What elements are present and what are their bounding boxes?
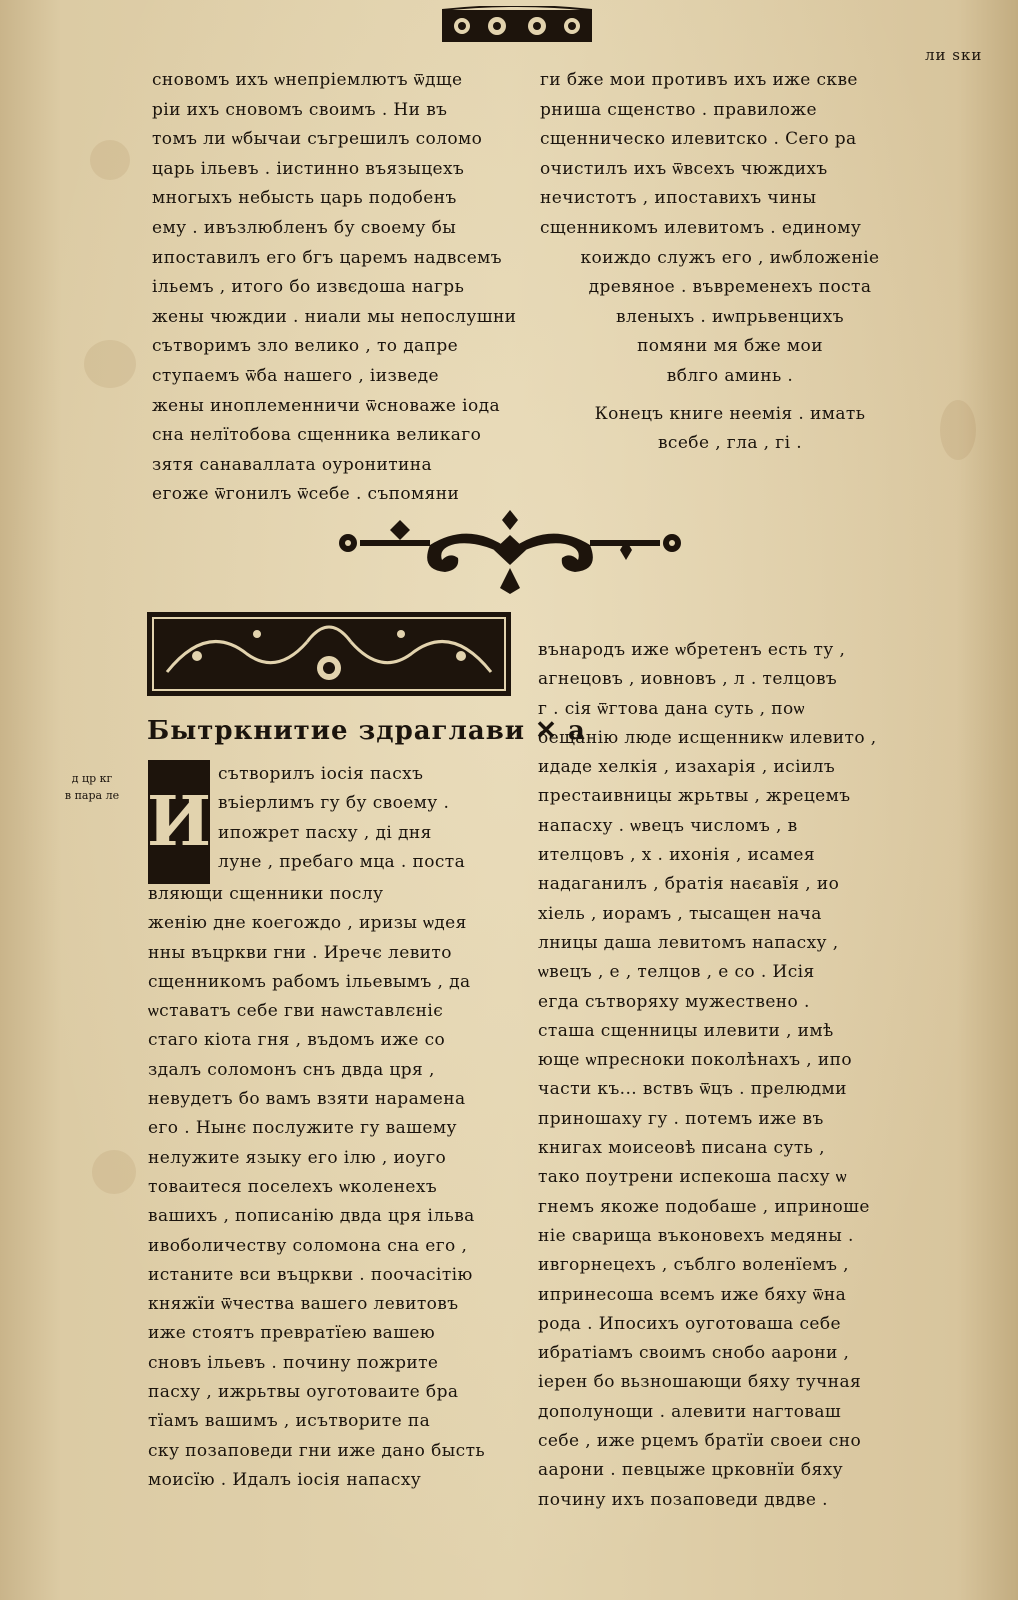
text-line: г . сія ѿгтова дана суть , поѡ bbox=[538, 698, 805, 719]
text-line: сна нелїтобова сщенника великаго bbox=[152, 425, 482, 446]
text-line: юще ѡпресноки поколѣнахъ , ипо bbox=[538, 1050, 853, 1071]
paper-stain bbox=[84, 340, 136, 388]
text-line: ему . ивъзлюбленъ бу своему бы bbox=[152, 217, 457, 238]
text-line: истаните вси въцркви . поочасітію bbox=[148, 1264, 473, 1285]
text-line: идаде хелкія , изахарія , исіилъ bbox=[538, 757, 836, 778]
text-line: женію дне коегождо , иризы ѡдея bbox=[148, 913, 467, 934]
text-line: іерен бо вьзношающи бяху тучная bbox=[538, 1372, 862, 1393]
text-line: помяни мя бже мои bbox=[637, 336, 823, 357]
text-line: надаганилъ , братія наєавїя , ио bbox=[538, 874, 840, 895]
text-line: жены чюждии . ниали мы непослушни bbox=[152, 306, 517, 327]
text-line: сътворилъ іосія пасхъ bbox=[218, 764, 424, 784]
text-line: части къ... вствъ ѿцъ . прелюдми bbox=[538, 1079, 847, 1100]
upper-right-column bbox=[540, 66, 920, 392]
text-line: здалъ соломонъ снъ двда цря , bbox=[148, 1059, 435, 1080]
text-line: сщенникомъ илевитомъ . единому bbox=[540, 217, 862, 238]
paper-stain bbox=[92, 1150, 136, 1194]
text-line: сташа сщенницы илевити , имѣ bbox=[538, 1020, 834, 1041]
upper-left-column bbox=[152, 66, 522, 510]
text-line: хіель , иорамъ , тысащен нача bbox=[538, 903, 822, 924]
text-line: въіерлимъ гу бу своему . bbox=[218, 793, 450, 814]
text-line: почину ихъ позаповеди двдве . bbox=[538, 1489, 828, 1510]
lower-left-column-beside-initial bbox=[218, 760, 518, 877]
text-line: ступаемъ ѿба нашего , іизведе bbox=[152, 365, 439, 386]
text-line: тако поутрени испекоша пасху ѡ bbox=[538, 1167, 847, 1188]
folio-number: ли ѕки bbox=[925, 46, 983, 64]
text-line: всебе , гла , гі . bbox=[657, 433, 803, 453]
paper-stain bbox=[940, 400, 976, 460]
text-line: княжїи ѿчества вашего левитовъ bbox=[148, 1294, 459, 1315]
text-line: зятя санаваллата оуронитина bbox=[152, 454, 433, 475]
text-line: д цр кг bbox=[71, 772, 113, 785]
text-line: дополунощи . алевити нагтоваш bbox=[538, 1401, 842, 1422]
text-line: ѡвецъ , е , телцов , е со . Исія bbox=[538, 962, 815, 983]
text-line: ипоставилъ его бгъ царемъ надвсемъ bbox=[152, 247, 503, 268]
text-line: бещанію люде исщенниκѡ илевито , bbox=[538, 727, 877, 748]
text-line: сновомъ ихъ ѡнепріемлютъ ѿдще bbox=[152, 70, 463, 90]
lower-right-column bbox=[538, 636, 920, 1515]
text-line: вашихъ , пописанію двда цря ільва bbox=[148, 1206, 475, 1227]
text-line: Конецъ книге неемія . имать bbox=[594, 404, 866, 424]
text-line: пасху , ижрьтвы оуготоваите бра bbox=[148, 1382, 459, 1403]
text-line: томъ ли ѡбычаи съгрешилъ соломо bbox=[152, 129, 483, 150]
text-line: ивгорнецехъ , съблго воленїемъ , bbox=[538, 1255, 849, 1276]
text-line: ріи ихъ сновомъ своимъ . Ни въ bbox=[152, 99, 448, 120]
text-line: луне , пребаго мца . поста bbox=[218, 851, 466, 872]
headpiece-ornament bbox=[442, 6, 592, 46]
text-line: иже стоятъ превратїею вашею bbox=[148, 1323, 436, 1344]
text-line: ипринесоша всемъ иже бяху ѿна bbox=[538, 1284, 847, 1305]
text-line: моисїю . Идалъ іосія напасху bbox=[148, 1469, 422, 1490]
text-line: ніе сварища въконовехъ медяны . bbox=[538, 1225, 854, 1246]
decorated-initial bbox=[148, 760, 210, 884]
text-line: сътворимъ зло велико , то дапре bbox=[152, 336, 459, 357]
text-line: его . Нынє послужите гу вашему bbox=[148, 1118, 457, 1139]
text-line: жены иноплеменничи ѿсноваже іода bbox=[152, 395, 501, 416]
text-line: сновъ ільевъ . почину пожрите bbox=[148, 1352, 439, 1373]
text-line: гнемъ якоже подобаше , иприноше bbox=[538, 1196, 870, 1217]
text-line: приношаху гу . потемъ иже въ bbox=[538, 1108, 824, 1129]
text-line: вънародъ иже ѡбретенъ есть ту , bbox=[538, 640, 846, 660]
text-line: ѡставатъ себе гви наѡставлєніє bbox=[148, 1001, 444, 1022]
text-line: лницы даша левитомъ напасху , bbox=[538, 932, 839, 953]
text-line: в пара ле bbox=[64, 789, 120, 802]
flourish-divider-ornament bbox=[330, 490, 690, 600]
text-line: напасху . ѡвецъ числомъ , в bbox=[538, 815, 798, 836]
text-line: вблго аминь . bbox=[666, 365, 794, 386]
paper-stain bbox=[90, 140, 130, 180]
text-line: нечистотъ , ипоставихъ чины bbox=[540, 188, 817, 209]
text-line: ску позаповеди гни иже дано бысть bbox=[148, 1440, 486, 1461]
text-line: егда сътворяху мужествено . bbox=[538, 991, 810, 1012]
text-line: ителцовъ , х . ихонія , исамея bbox=[538, 845, 816, 866]
text-line: агнецовъ , иовновъ , л . телцовъ bbox=[538, 669, 838, 690]
chapter-title: Бытркнитие здраглави ✕ а bbox=[147, 716, 586, 746]
text-line: книгах моисеовѣ писана суть , bbox=[538, 1138, 825, 1159]
text-line: царь ільевъ . іистинно въязыцехъ bbox=[152, 158, 465, 179]
text-line: стаго кіота гня , въдомъ иже со bbox=[148, 1030, 446, 1051]
text-line: ивоболичеству соломона сна его , bbox=[148, 1235, 468, 1256]
text-line: древяное . въвременехъ поста bbox=[588, 277, 872, 298]
text-line: сщенникомъ рабомъ ільевымъ , да bbox=[148, 971, 471, 992]
text-line: ибратіамъ своимъ снобо аарони , bbox=[538, 1343, 850, 1364]
text-line: ипожрет пасху , ді дня bbox=[218, 822, 432, 843]
colophon bbox=[540, 400, 920, 458]
text-line: многыхъ небысть царь подобенъ bbox=[152, 188, 457, 209]
text-line: вленыхъ . иѡпрьвенцихъ bbox=[616, 306, 844, 327]
text-line: нны въцркви гни . Иречє левито bbox=[148, 942, 452, 963]
chapter-headpiece-ornament bbox=[147, 612, 511, 696]
text-line: очистилъ ихъ ѿвсехъ чюждихъ bbox=[540, 158, 828, 179]
text-line: сщенническо илевитско . Сего ра bbox=[540, 129, 857, 150]
text-line: товаитеся поселехъ ѡколенехъ bbox=[148, 1176, 438, 1197]
text-line: невудетъ бо вамъ взяти нарамена bbox=[148, 1089, 466, 1110]
text-line: престаивницы жрьтвы , жрецемъ bbox=[538, 786, 851, 807]
text-line: рниша сщенство . правиложе bbox=[540, 99, 817, 120]
initial-letter: И bbox=[146, 782, 212, 862]
text-line: рода . Ипосихъ оуготоваша себе bbox=[538, 1313, 841, 1334]
text-line: ги бже мои противъ ихъ иже скве bbox=[540, 70, 858, 90]
lower-left-column bbox=[148, 880, 520, 1495]
text-line: ільемъ , итого бо извєдоша нагрь bbox=[152, 277, 465, 298]
text-line: егоже ѿгонилъ ѿсебе . съпомяни bbox=[152, 484, 460, 505]
text-line: коиждо служъ его , иѡбложеніе bbox=[580, 247, 880, 268]
text-line: вляющи сщенники послу bbox=[148, 884, 384, 904]
text-line: себе , иже рцемъ братїи своеи сно bbox=[538, 1431, 862, 1452]
text-line: тїамъ вашимъ , исътворите па bbox=[148, 1411, 431, 1432]
text-line: нелужите языку его ілю , иоуго bbox=[148, 1147, 447, 1168]
marginal-note bbox=[44, 770, 140, 804]
text-line: аарони . певцыже црковнїи бяху bbox=[538, 1460, 844, 1481]
